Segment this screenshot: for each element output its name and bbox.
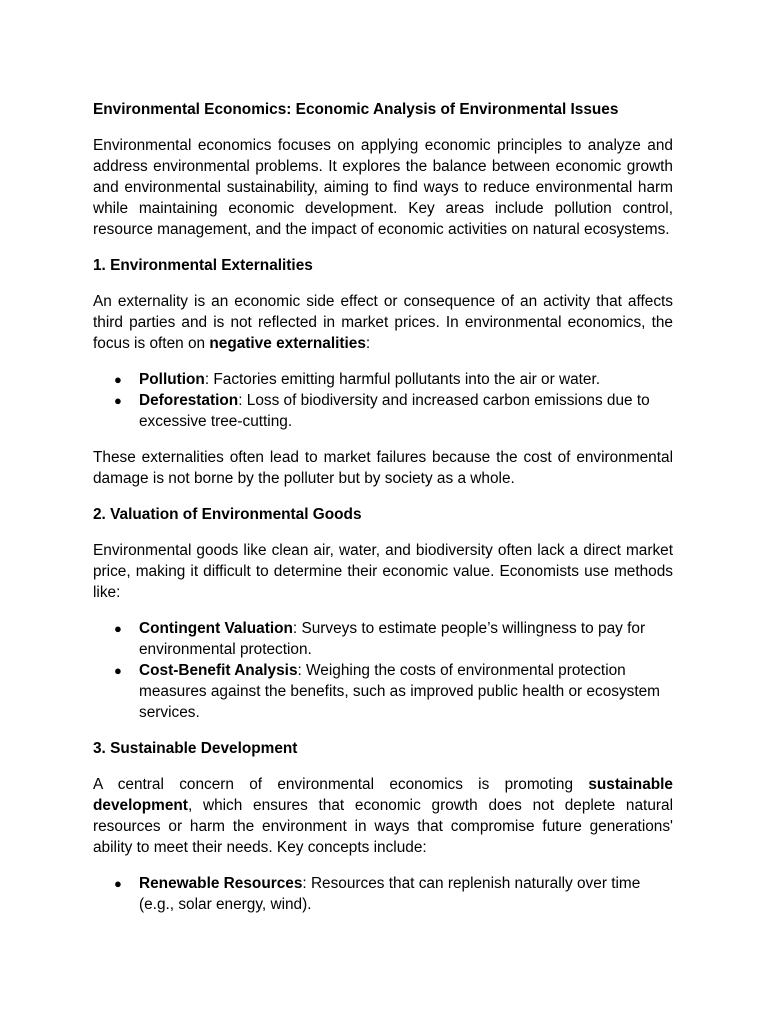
externalities-paragraph: An externality is an economic side effect or consequence of an activity that affects third parties and is not reflected in market prices. In environmental economics, the focus is often on negative externalities: bbox=[93, 293, 673, 352]
bullet-icon: ● bbox=[114, 621, 122, 636]
list-item: ● Contingent Valuation: Surveys to estimate people’s willingness to pay for environmental protection. bbox=[114, 620, 646, 658]
bullet-icon: ● bbox=[114, 372, 122, 387]
document-title: Environmental Economics: Economic Analysis of Environmental Issues bbox=[93, 101, 619, 118]
valuation-list bbox=[93, 618, 673, 723]
list-item: ● Renewable Resources: Resources that can replenish naturally over time (e.g., solar energy, wind). bbox=[114, 875, 641, 913]
sustainable-development-paragraph: A central concern of environmental economics is promoting sustainable development, which ensures that economic growth does not deplete natural resources or harm the environment in ways that compromise future generations' ability to meet their needs. Key concepts include: bbox=[93, 776, 673, 856]
section-heading-externalities: 1. Environmental Externalities bbox=[93, 257, 313, 274]
section-heading-sustainable-development: 3. Sustainable Development bbox=[93, 740, 298, 757]
list-item: ● Deforestation: Loss of biodiversity and increased carbon emissions due to excessive tree-cutting. bbox=[114, 392, 650, 430]
intro-paragraph: Environmental economics focuses on applying economic principles to analyze and address environmental problems. It explores the balance between economic growth and environmental sustainability, aiming to find ways to reduce environmental harm while maintaining economic development. Key areas include pollution control, resource management, and the impact of economic activities on natural ecosystems. bbox=[93, 137, 673, 238]
externalities-closing-paragraph: These externalities often lead to market failures because the cost of environmental damage is not borne by the polluter but by society as a whole. bbox=[93, 449, 673, 487]
bullet-icon: ● bbox=[114, 663, 122, 678]
document-page bbox=[93, 99, 673, 915]
section-heading-valuation: 2. Valuation of Environmental Goods bbox=[93, 506, 362, 523]
list-item: ● Cost-Benefit Analysis: Weighing the costs of environmental protection measures against the benefits, such as improved public health or ecosystem services. bbox=[114, 662, 660, 721]
externalities-list bbox=[93, 369, 673, 432]
bullet-icon: ● bbox=[114, 876, 122, 891]
sustainable-development-list bbox=[93, 873, 673, 915]
bullet-icon: ● bbox=[114, 393, 122, 408]
list-item: ● Pollution: Factories emitting harmful pollutants into the air or water. bbox=[114, 371, 601, 388]
valuation-paragraph: Environmental goods like clean air, water, and biodiversity often lack a direct market price, making it difficult to determine their economic value. Economists use methods like: bbox=[93, 542, 673, 601]
